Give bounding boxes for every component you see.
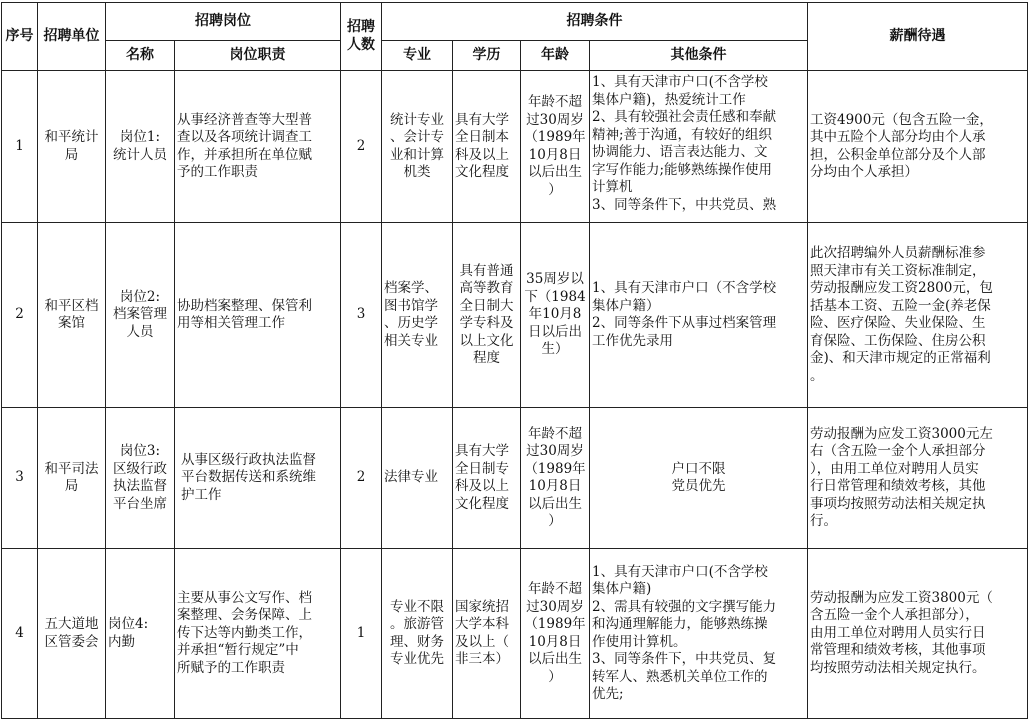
cell-major: 法律专业 <box>382 408 453 549</box>
cell-duty: 从事区级行政执法监督 平台数据传送和系统维 护工作 <box>175 408 341 549</box>
header-count: 招聘 人数 <box>341 3 382 71</box>
cell-unit: 五大道地 区管委会 <box>38 549 106 719</box>
cell-duty: 从事经济普查等大型普 查以及各项统计调查工 作，并承担所在单位赋 予的工作职责 <box>175 71 341 223</box>
cell-other: 1、具有天津市户口（不含学校 集体户籍） 2、同等条件下从事过档案管理 工作优先录用 <box>590 223 808 408</box>
cell-other <box>590 71 808 223</box>
header-salary: 薪酬待遇 <box>808 3 1028 71</box>
table-row <box>2 71 1028 223</box>
header-unit: 招聘单位 <box>38 3 106 71</box>
cell-position-name: 岗位2: 档案管理 人员 <box>106 223 175 408</box>
cell-count: 3 <box>341 223 382 408</box>
recruitment-table <box>1 2 1028 719</box>
cell-major: 专业不限 。旅游管 理、财务 专业优先 <box>382 549 453 719</box>
cell-education: 具有普通 高等教育 全日制大 学专科及 以上文化 程度 <box>453 223 521 408</box>
cell-age: 年龄不超 过30周岁 （1989年 10月8日 以后出生 ） <box>521 549 590 719</box>
header-position-duty: 岗位职责 <box>175 41 341 71</box>
cell-seq: 2 <box>2 223 38 408</box>
cell-seq: 4 <box>2 549 38 719</box>
cell-age: 年龄不超 过30周岁 （1989年 10月8日 以后出生 ） <box>521 71 590 223</box>
cell-major: 统计专业 、会计专 业和计算 机类 <box>382 71 453 223</box>
cell-unit: 和平统计 局 <box>38 71 106 223</box>
cell-salary: 工资4900元（包含五险一金， 其中五险个人部分均由个人承 担，公积金单位部分及个人部 分均由个人承担） <box>808 71 1028 223</box>
cell-other: 户口不限 党员优先 <box>590 408 808 549</box>
cell-position-name: 岗位1: 统计人员 <box>106 71 175 223</box>
cell-other-text: 1、具有天津市户口(不含学校 集体户籍)，热爱统计工作 2、具有较强社会责任感和奉献 精神;善于沟通，有较好的组织 协调能力、语言表达能力、文 字写作能力;能够熟练操作使用 计算机 3、同等条件下，中共党员、熟 <box>592 74 777 213</box>
cell-unit: 和平司法 局 <box>38 408 106 549</box>
header-major: 专业 <box>382 41 453 71</box>
header-age: 年龄 <box>521 41 590 71</box>
cell-count: 1 <box>341 549 382 719</box>
header-position-group: 招聘岗位 <box>106 3 341 41</box>
cell-age: 年龄不超 过30周岁 （1989年 10月8日 以后出生 ） <box>521 408 590 549</box>
header-seq: 序号 <box>2 3 38 71</box>
cell-position-name: 岗位4: 内勤 <box>106 549 175 719</box>
header-row-1 <box>2 3 1028 41</box>
table-row <box>2 223 1028 408</box>
cell-salary: 劳动报酬为应发工资3800元（ 含五险一金个人承担部分）， 由用工单位对聘用人员实行日 常管理和绩效考核，其他事项 均按照劳动法相关规定执行。 <box>808 549 1028 719</box>
cell-count: 2 <box>341 71 382 223</box>
header-education: 学历 <box>453 41 521 71</box>
header-conditions-group: 招聘条件 <box>382 3 808 41</box>
cell-other: 1、具有天津市户口(不含学校 集体户籍) 2、需具有较强的文字撰写能力 和沟通理解能力，能够熟练操 作使用计算机。 3、同等条件下，中共党员、复 转军人、熟悉机关单位工作的 优先; <box>590 549 808 719</box>
cell-duty: 协助档案整理、保管利 用等相关管理工作 <box>175 223 341 408</box>
header-position-name: 名称 <box>106 41 175 71</box>
cell-education: 具有大学 全日制专 科及以上 文化程度 <box>453 408 521 549</box>
cell-education: 具有大学 全日制本 科及以上 文化程度 <box>453 71 521 223</box>
cell-education: 国家统招 大学本科 及以上（ 非三本） <box>453 549 521 719</box>
cell-seq: 1 <box>2 71 38 223</box>
cell-salary: 此次招聘编外人员薪酬标准参 照天津市有关工资标准制定， 劳动报酬应发工资2800元，包 括基本工资、五险一金(养老保 险、医疗保险、失业保险、生 育保险、工伤保险、住房公积 金)、和天津市规定的正常福利 。 <box>808 223 1028 408</box>
cell-salary: 劳动报酬为应发工资3000元左 右（含五险一金个人承担部分 ），由用工单位对聘用人员实 行日常管理和绩效考核，其他 事项均按照劳动法相关规定执 行。 <box>808 408 1028 549</box>
cell-age: 35周岁以 下（1984 年10月8 日以后出 生） <box>521 223 590 408</box>
table-row <box>2 408 1028 549</box>
header-other: 其他条件 <box>590 41 808 71</box>
cell-count: 2 <box>341 408 382 549</box>
cell-seq: 3 <box>2 408 38 549</box>
cell-position-name: 岗位3: 区级行政 执法监督 平台坐席 <box>106 408 175 549</box>
cell-duty: 主要从事公文写作、档 案整理、会务保障、上 传下达等内勤类工作， 并承担“暂行规定”中 所赋予的工作职责 <box>175 549 341 719</box>
cell-unit: 和平区档 案馆 <box>38 223 106 408</box>
cell-major: 档案学、 图书馆学 、历史学 相关专业 <box>382 223 453 408</box>
table-row <box>2 549 1028 719</box>
